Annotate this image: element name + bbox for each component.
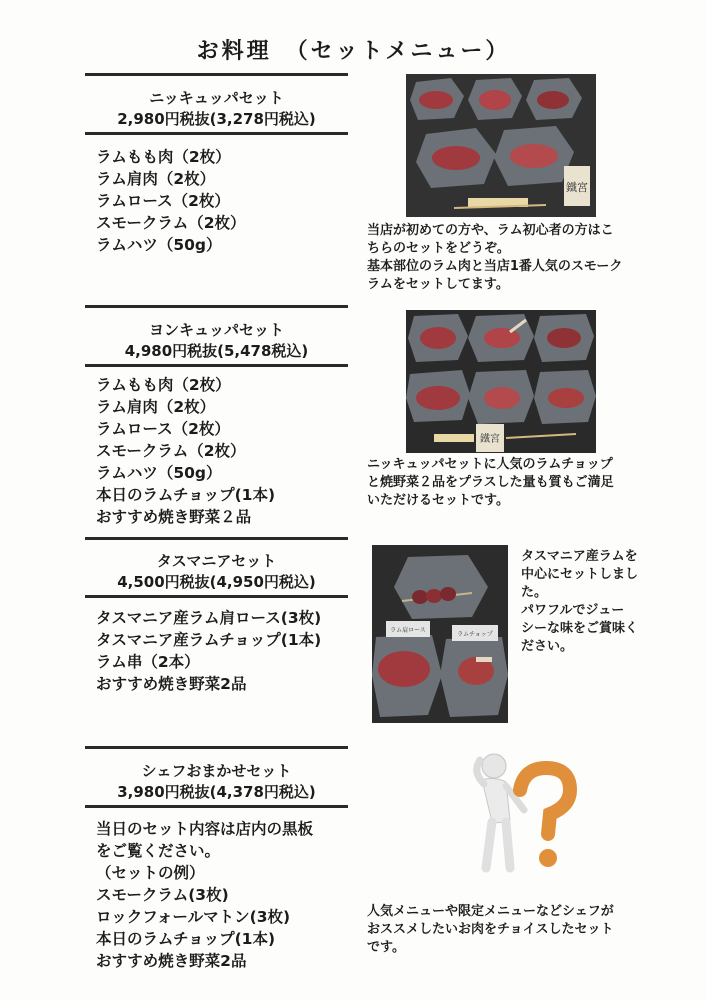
list-item: ラムハツ（50g） [96, 464, 222, 482]
divider [85, 364, 348, 367]
photo-sticker-text: ラムチョップ [457, 631, 493, 638]
list-item: （セットの例） [96, 864, 205, 882]
set-price: 3,980円税抜(4,378円税込) [117, 783, 316, 801]
list-item: ラムロース（2枚） [96, 420, 230, 438]
set-description: ニッキュッパセットに人気のラムチョップ と焼野菜２品をプラスした量も質もご満足 いただけるセットです。 [367, 457, 614, 508]
set-description: 人気メニューや限定メニューなどシェフが おススメしたいお肉をチョイスしたセット です。 [367, 904, 614, 955]
list-item: ラムハツ（50g） [96, 236, 222, 254]
set-name: ヨンキュッパセット [148, 321, 284, 339]
photo-sticker-text: ラム肩ロース [390, 627, 426, 634]
list-item: ラム肩肉（2枚） [96, 170, 216, 188]
set-photo [406, 74, 596, 217]
page-title: お料理 （セットメニュー） [196, 39, 511, 64]
divider [85, 132, 348, 135]
set-items [96, 146, 246, 256]
set-items [96, 607, 321, 695]
divider [85, 537, 348, 540]
list-item: ラム肩肉（2枚） [96, 398, 216, 416]
set-photo [406, 310, 596, 453]
list-item: ラムもも肉（2枚） [96, 148, 231, 166]
question-mark-figure-icon [462, 750, 580, 878]
list-item: おすすめ焼き野菜2品 [96, 952, 247, 970]
list-item: スモークラム(3枚) [96, 886, 229, 904]
list-item: タスマニア産ラムチョップ(1本) [96, 631, 322, 649]
set-items [96, 818, 313, 972]
set-name: シェフおまかせセット [141, 762, 292, 780]
list-item: をご覧ください。 [96, 842, 221, 860]
photo-card-text: 鐵宮 [566, 181, 588, 194]
set-price: 2,980円税抜(3,278円税込) [117, 110, 316, 128]
divider [85, 73, 348, 76]
set-photo [372, 545, 508, 723]
list-item: 本日のラムチョップ(1本) [96, 930, 276, 948]
list-item: ラムもも肉（2枚） [96, 376, 231, 394]
set-price: 4,980円税抜(5,478税込) [124, 342, 309, 360]
list-item: おすすめ焼き野菜2品 [96, 675, 247, 693]
list-item: タスマニア産ラム肩ロース(3枚) [96, 609, 322, 627]
set-price: 4,500円税抜(4,950円税込) [117, 573, 316, 591]
divider [85, 305, 348, 308]
divider [85, 595, 348, 598]
list-item: 本日のラムチョップ(1本) [96, 486, 276, 504]
list-item: スモークラム（2枚） [96, 214, 246, 232]
list-item: ラム串（2本） [96, 653, 200, 671]
set-items [96, 374, 275, 528]
list-item: ロックフォールマトン(3枚) [96, 908, 291, 926]
divider [85, 805, 348, 808]
list-item: スモークラム（2枚） [96, 442, 246, 460]
divider [85, 746, 348, 749]
list-item: おすすめ焼き野菜２品 [96, 508, 252, 526]
set-name: ニッキュッパセット [149, 89, 284, 107]
set-description: タスマニア産ラムを 中心にセットしまし た。 パワフルでジュー シーな味をご賞味く ださい。 [521, 549, 639, 654]
list-item: ラムロース（2枚） [96, 192, 230, 210]
set-name: タスマニアセット [156, 552, 277, 570]
photo-card-text: 鐵宮 [480, 434, 500, 445]
list-item: 当日のセット内容は店内の黒板 [96, 820, 314, 838]
set-description: 当店が初めての方や、ラム初心者の方はこ ちらのセットをどうぞ。 基本部位のラム肉と当店1番人気のスモーク ラムをセットしてます。 [367, 223, 623, 292]
